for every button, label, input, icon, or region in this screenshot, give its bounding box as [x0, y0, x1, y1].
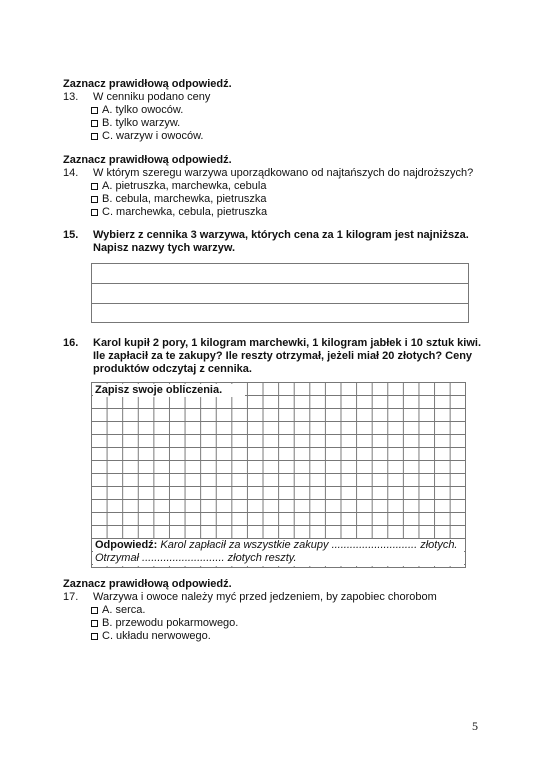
option-label: B. cebula, marchewka, pietruszka — [102, 193, 267, 205]
page-number: 5 — [472, 719, 478, 733]
q15-line2: Napisz nazwy tych warzyw. — [93, 242, 236, 254]
q13-number: 13. — [63, 91, 79, 103]
q13-option-b[interactable] — [91, 117, 180, 130]
q13-option-c[interactable] — [91, 130, 203, 143]
q17-option-c[interactable] — [91, 630, 211, 643]
q16-question — [63, 337, 481, 350]
option-label: A. tylko owoców. — [102, 104, 184, 116]
q14-instruction: Zaznacz prawidłową odpowiedź. — [63, 154, 232, 166]
q14-option-a[interactable] — [91, 180, 266, 193]
checkbox-icon[interactable] — [91, 607, 98, 614]
answer-line[interactable] — [92, 264, 468, 284]
grid-header: Zapisz swoje obliczenia. — [93, 384, 245, 397]
q17-option-a[interactable] — [91, 604, 145, 617]
q16-answer[interactable] — [93, 538, 464, 566]
checkbox-icon[interactable] — [91, 133, 98, 140]
option-label: C. układu nerwowego. — [102, 630, 211, 642]
q17-instruction: Zaznacz prawidłową odpowiedź. — [63, 578, 232, 590]
q13-text: W cenniku podano ceny — [93, 91, 211, 103]
q17-question — [63, 591, 437, 604]
option-label: A. pietruszka, marchewka, cebula — [102, 180, 267, 192]
q16-line3: produktów odczytaj z cennika. — [93, 363, 252, 375]
checkbox-icon[interactable] — [91, 120, 98, 127]
checkbox-icon[interactable] — [91, 633, 98, 640]
answer-label: Odpowiedź: — [95, 539, 158, 551]
q15-number: 15. — [63, 229, 79, 241]
option-label: C. warzyw i owoców. — [102, 130, 204, 142]
answer-row-2: Otrzymał ........................... złotych reszty. — [95, 552, 297, 564]
q14-text: W którym szeregu warzywa uporządkowano od najtańszych do najdroższych? — [93, 167, 474, 179]
option-label: B. przewodu pokarmowego. — [102, 617, 239, 629]
option-label: C. marchewka, cebula, pietruszka — [102, 206, 268, 218]
q16-number: 16. — [63, 337, 79, 349]
answer-text-1: Karol zapłacił za wszystkie zakupy ............................ złotych. — [160, 539, 458, 551]
q16-line2: Ile zapłacił za te zakupy? Ile reszty otrzymał, jeżeli miał 20 złotych? Ceny — [93, 350, 473, 362]
checkbox-icon[interactable] — [91, 196, 98, 203]
checkbox-icon[interactable] — [91, 183, 98, 190]
q13-option-a[interactable] — [91, 104, 183, 117]
q13-question — [63, 91, 210, 104]
q15-line1: Wybierz z cennika 3 warzywa, których cena za 1 kilogram jest najniższa. — [93, 229, 469, 241]
q14-option-b[interactable] — [91, 193, 266, 206]
checkbox-icon[interactable] — [91, 107, 98, 114]
option-label: B. tylko warzyw. — [102, 117, 181, 129]
answer-line[interactable] — [92, 284, 468, 304]
checkbox-icon[interactable] — [91, 620, 98, 627]
q13-instruction: Zaznacz prawidłową odpowiedź. — [63, 78, 232, 90]
q17-number: 17. — [63, 591, 79, 603]
q16-line1: Karol kupił 2 pory, 1 kilogram marchewki, 1 kilogram jabłek i 10 sztuk kiwi. — [93, 337, 481, 349]
q15-question — [63, 229, 469, 242]
checkbox-icon[interactable] — [91, 209, 98, 216]
option-label: A. serca. — [102, 604, 146, 616]
answer-row-1 — [95, 539, 464, 552]
q14-question — [63, 167, 473, 180]
q17-text: Warzywa i owoce należy myć przed jedzeniem, by zapobiec chorobom — [93, 591, 437, 603]
q15-answer-box[interactable] — [91, 263, 469, 323]
q16-calculation-grid[interactable] — [91, 382, 466, 568]
q14-option-c[interactable] — [91, 206, 267, 219]
answer-line[interactable] — [92, 304, 468, 324]
q17-option-b[interactable] — [91, 617, 238, 630]
q14-number: 14. — [63, 167, 79, 179]
